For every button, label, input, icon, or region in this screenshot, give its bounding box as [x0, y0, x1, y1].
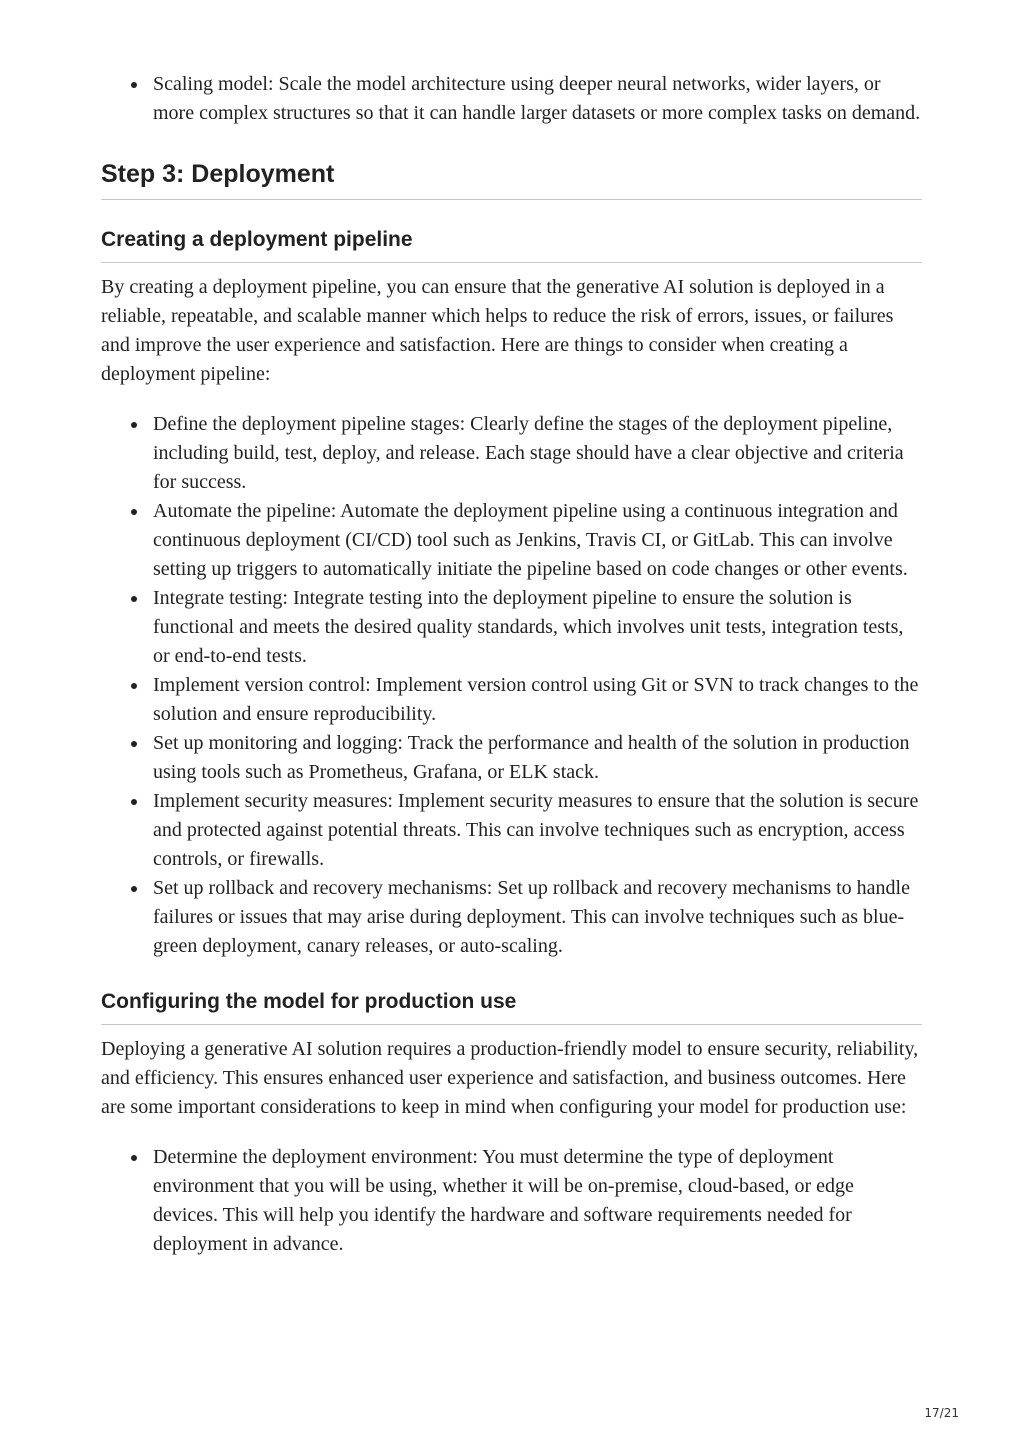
- section-heading-production-config: Configuring the model for production use: [101, 989, 922, 1025]
- list-item: Automate the pipeline: Automate the deployment pipeline using a continuous integration and continuous deployment (CI/CD) tool such as Jenkins, Travis CI, or GitLab. This can involve setting up triggers to automatically initiate the pipeline based on code changes or other events.: [153, 497, 922, 584]
- list-item: Set up rollback and recovery mechanisms: Set up rollback and recovery mechanisms to handle failures or issues that may arise during deployment. This can involve techniques such as blue-green deployment, canary releases, or auto-scaling.: [153, 874, 922, 961]
- list-item: Integrate testing: Integrate testing into the deployment pipeline to ensure the solution is functional and meets the desired quality standards, which involves unit tests, integration tests, or end-to-end tests.: [153, 584, 922, 671]
- page-number: 17/21: [924, 1406, 959, 1420]
- list-item: Implement version control: Implement version control using Git or SVN to track changes to the solution and ensure reproducibility.: [153, 671, 922, 729]
- section-paragraph-deployment-pipeline: By creating a deployment pipeline, you can ensure that the generative AI solution is deployed in a reliable, repeatable, and scalable manner which helps to reduce the risk of errors, issues, or failures and improve the user experience and satisfaction. Here are things to consider when creating a deployment pipeline:: [101, 276, 894, 385]
- list-item: Define the deployment pipeline stages: Clearly define the stages of the deployment pipeline, including build, test, deploy, and release. Each stage should have a clear objective and criteria for success.: [153, 410, 922, 497]
- section-heading-deployment-pipeline: Creating a deployment pipeline: [101, 227, 922, 263]
- step-heading: Step 3: Deployment: [101, 159, 922, 200]
- deployment-pipeline-list: [101, 410, 922, 961]
- document-page: [101, 70, 922, 1259]
- list-item: Determine the deployment environment: You must determine the type of deployment environment that you will be using, whether it will be on-premise, cloud-based, or edge devices. This will help you identify the hardware and software requirements needed for deployment in advance.: [153, 1143, 922, 1259]
- section-paragraph-production-config: Deploying a generative AI solution requires a production-friendly model to ensure security, reliability, and efficiency. This ensures enhanced user experience and satisfaction, and business outcomes. Here are some important considerations to keep in mind when configuring your model for production use:: [101, 1038, 919, 1118]
- production-config-list: [101, 1143, 922, 1259]
- list-item: Scaling model: Scale the model architecture using deeper neural networks, wider layers, or more complex structures so that it can handle larger datasets or more complex tasks on demand.: [153, 70, 923, 128]
- top-bullet-list: [101, 70, 923, 128]
- list-item: Implement security measures: Implement security measures to ensure that the solution is secure and protected against potential threats. This can involve techniques such as encryption, access controls, or firewalls.: [153, 787, 922, 874]
- list-item: Set up monitoring and logging: Track the performance and health of the solution in production using tools such as Prometheus, Grafana, or ELK stack.: [153, 729, 922, 787]
